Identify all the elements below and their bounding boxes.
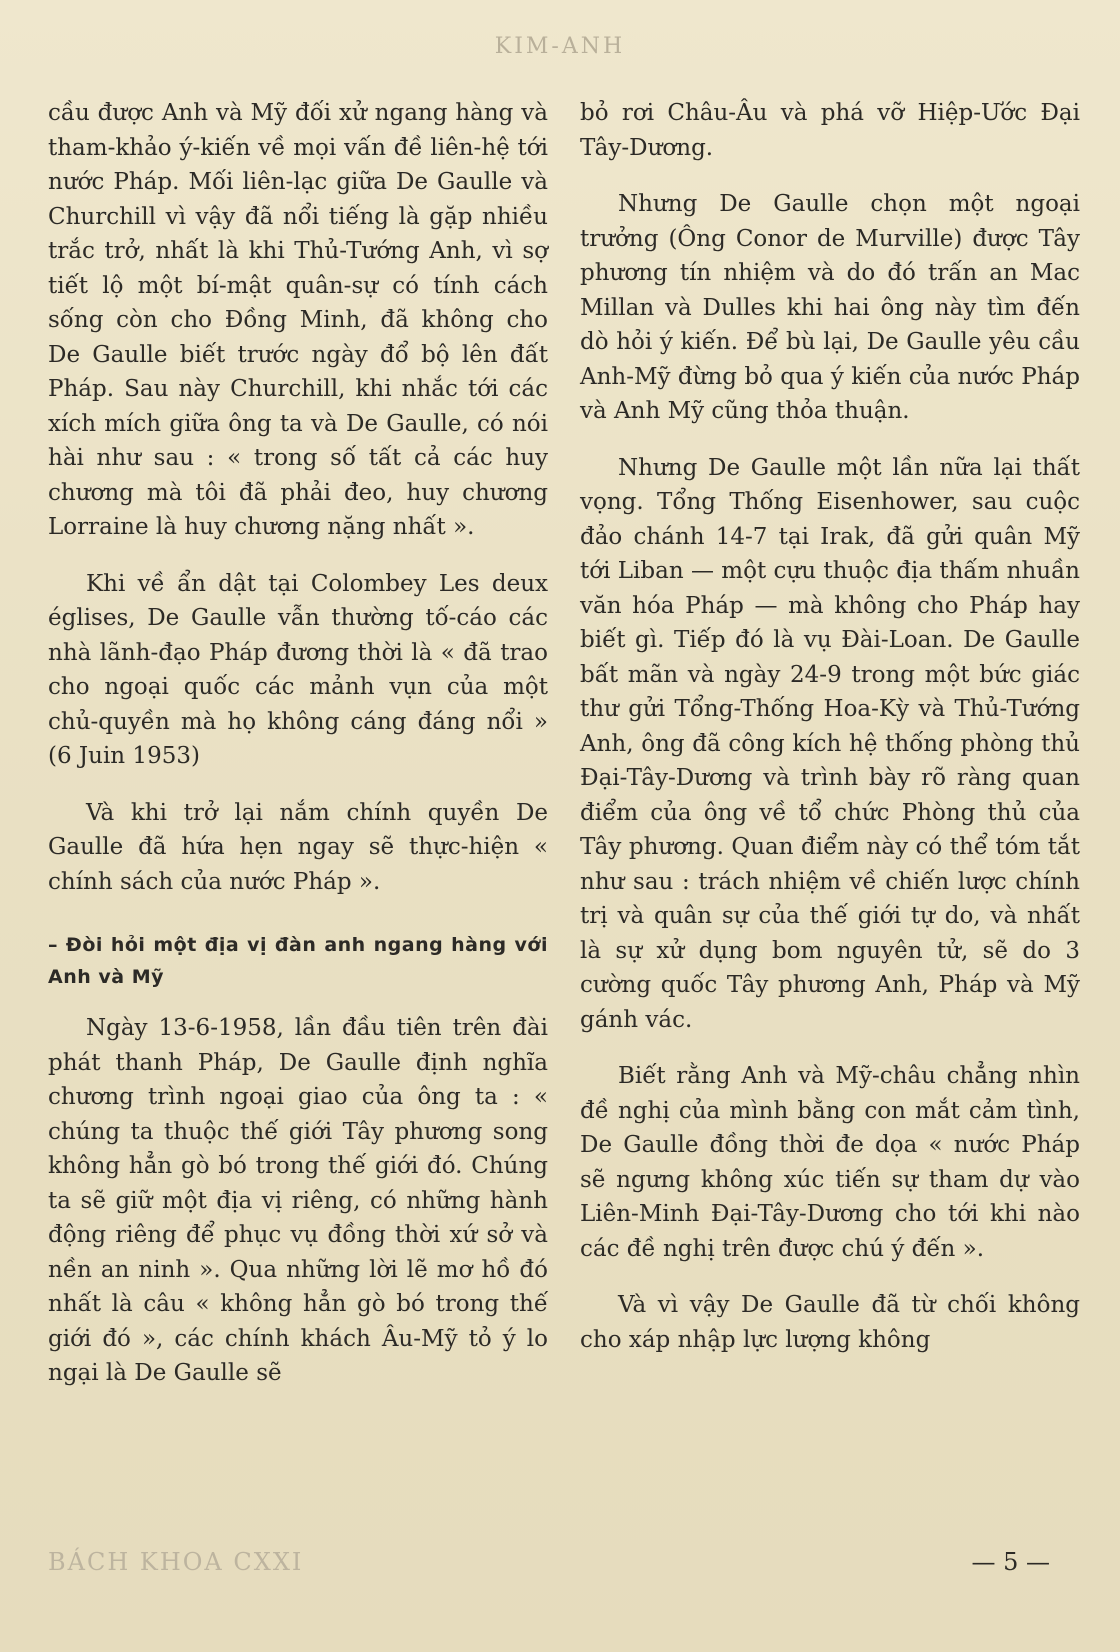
paragraph: bỏ rơi Châu-Âu và phá vỡ Hiệp-Ước Đại Tây-Dương. <box>580 100 1080 161</box>
paragraph: Nhưng De Gaulle chọn một ngoại trưởng (Ông Conor de Murville) được Tây phương tín nhiệm và do đó trấn an Mac Millan và Dulles khi hai ông này tìm đến dò hỏi ý kiến. Để bù lại, De Gaulle yêu cầu Anh-Mỹ đừng bỏ qua ý kiến của nước Pháp và Anh Mỹ cũng thỏa thuận. <box>580 191 1080 424</box>
paragraph: Biết rằng Anh và Mỹ-châu chẳng nhìn đề nghị của mình bằng con mắt cảm tình, De Gaulle đồng thời đe dọa « nước Pháp sẽ ngưng không xúc tiến sự tham dự vào Liên-Minh Đại-Tây-Dương cho tới khi nào các đề nghị trên được chú ý đến ». <box>580 1063 1080 1262</box>
paragraph: cầu được Anh và Mỹ đối xử ngang hàng và tham-khảo ý-kiến về mọi vấn đề liên-hệ tới nước Pháp. Mối liên-lạc giữa De Gaulle và Churchill vì vậy đã nổi tiếng là gặp nhiều trắc trở, nhất là khi Thủ-Tướng Anh, vì sợ tiết lộ một bí-mật quân-sự có tính cách sống còn cho Đồng Minh, đã không cho De Gaulle biết trước ngày đổ bộ lên đất Pháp. Sau này Churchill, khi nhắc tới các xích mích giữa ông ta và De Gaulle, có nói hài như sau : « trong số tất cả các huy chương mà tôi đã phải đeo, huy chương Lorraine là huy chương nặng nhất ». <box>48 100 548 540</box>
paragraph: Khi về ẩn dật tại Colombey Les deux églises, De Gaulle vẫn thường tố-cáo các nhà lãnh-đạo Pháp đương thời là « đã trao cho ngoại quốc các mảnh vụn của một chủ-quyền mà họ không cáng đáng nổi » (6 Juin 1953) <box>48 570 548 769</box>
page-number: — 5 — <box>971 1548 1050 1576</box>
left-column <box>48 96 548 1413</box>
section-heading: – Đòi hỏi một địa vị đàn anh ngang hàng với Anh và Mỹ <box>48 934 548 988</box>
paragraph: Và vì vậy De Gaulle đã từ chối không cho xáp nhập lực lượng không <box>580 1292 1080 1353</box>
paragraph: Nhưng De Gaulle một lần nữa lại thất vọng. Tổng Thống Eisenhower, sau cuộc đảo chánh 14-7 tại Irak, đã gửi quân Mỹ tới Liban — một cựu thuộc địa thấm nhuần văn hóa Pháp — mà không cho Pháp hay biết gì. Tiếp đó là vụ Đài-Loan. De Gaulle bất mãn và ngày 24-9 trong một bức giác thư gửi Tổng-Thống Hoa-Kỳ và Thủ-Tướng Anh, ông đã công kích hệ thống phòng thủ Đại-Tây-Dương và trình bày rõ ràng quan điểm của ông về tổ chức Phòng thủ của Tây phương. Quan điểm này có thể tóm tắt như sau : trách nhiệm về chiến lược chính trị và quân sự của thế giới tự do, và nhất là sự xử dụng bom nguyên tử, sẽ do 3 cường quốc Tây phương Anh, Pháp và Mỹ gánh vác. <box>580 454 1080 1033</box>
paragraph: Và khi trở lại nắm chính quyền De Gaulle đã hứa hẹn ngay sẽ thực-hiện « chính sách của nước Pháp ». <box>48 799 548 895</box>
magazine-footer: BÁCH KHOA CXXI <box>48 1548 304 1576</box>
running-head: KIM-ANH <box>494 34 626 59</box>
paragraph: Ngày 13-6-1958, lần đầu tiên trên đài phát thanh Pháp, De Gaulle định nghĩa chương trình ngoại giao của ông ta : « chúng ta thuộc thế giới Tây phương song không hẳn gò bó trong thế giới đó. Chúng ta sẽ giữ một địa vị riêng, có những hành động riêng để phục vụ đồng thời xứ sở và nền an ninh ». Qua những lời lẽ mơ hồ đó nhất là câu « không hẳn gò bó trong thế giới đó », các chính khách Âu-Mỹ tỏ ý lo ngại là De Gaulle sẽ <box>48 1015 548 1386</box>
right-column <box>580 96 1080 1379</box>
